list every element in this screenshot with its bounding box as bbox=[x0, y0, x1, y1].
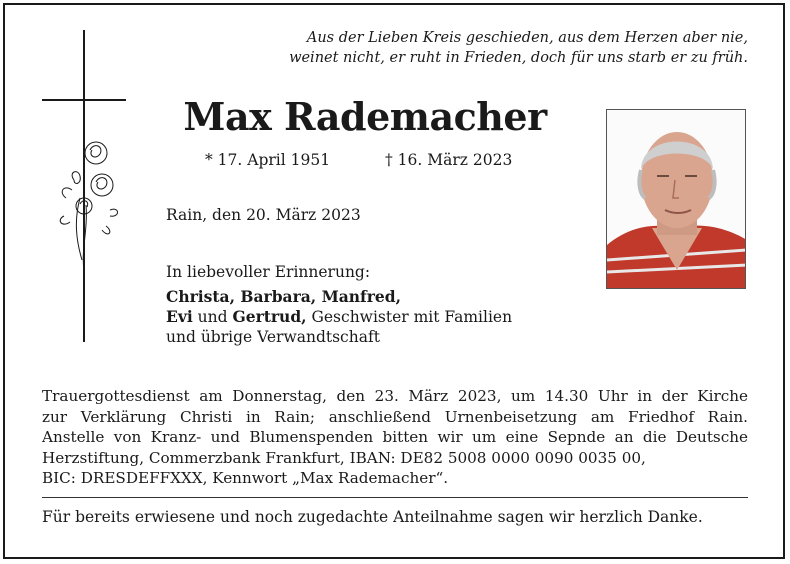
mourner-connector: und bbox=[192, 308, 233, 326]
birth-date: * 17. April 1951 bbox=[205, 151, 331, 169]
cross-with-roses-icon bbox=[36, 30, 136, 342]
service-line-5: BIC: DRESDEFFXXX, Kennwort „Max Rademacher“. bbox=[42, 469, 449, 487]
mourners-relatives: Geschwister mit Familien bbox=[306, 308, 513, 326]
portrait-photo-image bbox=[607, 110, 746, 289]
service-line-2: zur Verklärung Christi in Rain; anschließend Urnenbeisetzung am Friedhof Rain. bbox=[42, 407, 748, 426]
motto bbox=[200, 28, 748, 68]
service-line-1: Trauergottesdienst am Donnerstag, den 23. März 2023, um 14.30 Uhr in der Kirche bbox=[42, 387, 748, 405]
place-date: Rain, den 20. März 2023 bbox=[166, 206, 361, 224]
mourners-line-3: und übrige Verwandtschaft bbox=[166, 328, 380, 346]
thanks-line: Für bereits erwiesene und noch zugedachte Anteilnahme sagen wir herzlich Danke. bbox=[42, 508, 703, 526]
portrait-photo bbox=[606, 109, 746, 289]
death-date: † 16. März 2023 bbox=[385, 151, 513, 169]
deceased-name: Max Rademacher bbox=[183, 94, 547, 139]
mourner-evi: Evi bbox=[166, 307, 193, 326]
service-details bbox=[42, 386, 748, 489]
motto-line-1: Aus der Lieben Kreis geschieden, aus dem Herzen aber nie, bbox=[306, 30, 748, 46]
mourners-names-line-1: Christa, Barbara, Manfred, bbox=[166, 287, 401, 306]
service-line-4: Herzstiftung, Commerzbank Frankfurt, IBAN: DE82 5008 0000 0090 0035 00, bbox=[42, 448, 646, 467]
divider bbox=[42, 497, 748, 498]
motto-line-2: weinet nicht, er ruht in Frieden, doch für uns starb er zu früh. bbox=[289, 50, 748, 66]
mourners-intro: In liebevoller Erinnerung: bbox=[166, 263, 371, 281]
service-line-3: Anstelle von Kranz- und Blumenspenden bitten wir um eine Sepnde an die Deutsche bbox=[42, 428, 748, 446]
mourner-gertrud: Gertrud, bbox=[232, 307, 307, 326]
mourners bbox=[166, 262, 512, 347]
